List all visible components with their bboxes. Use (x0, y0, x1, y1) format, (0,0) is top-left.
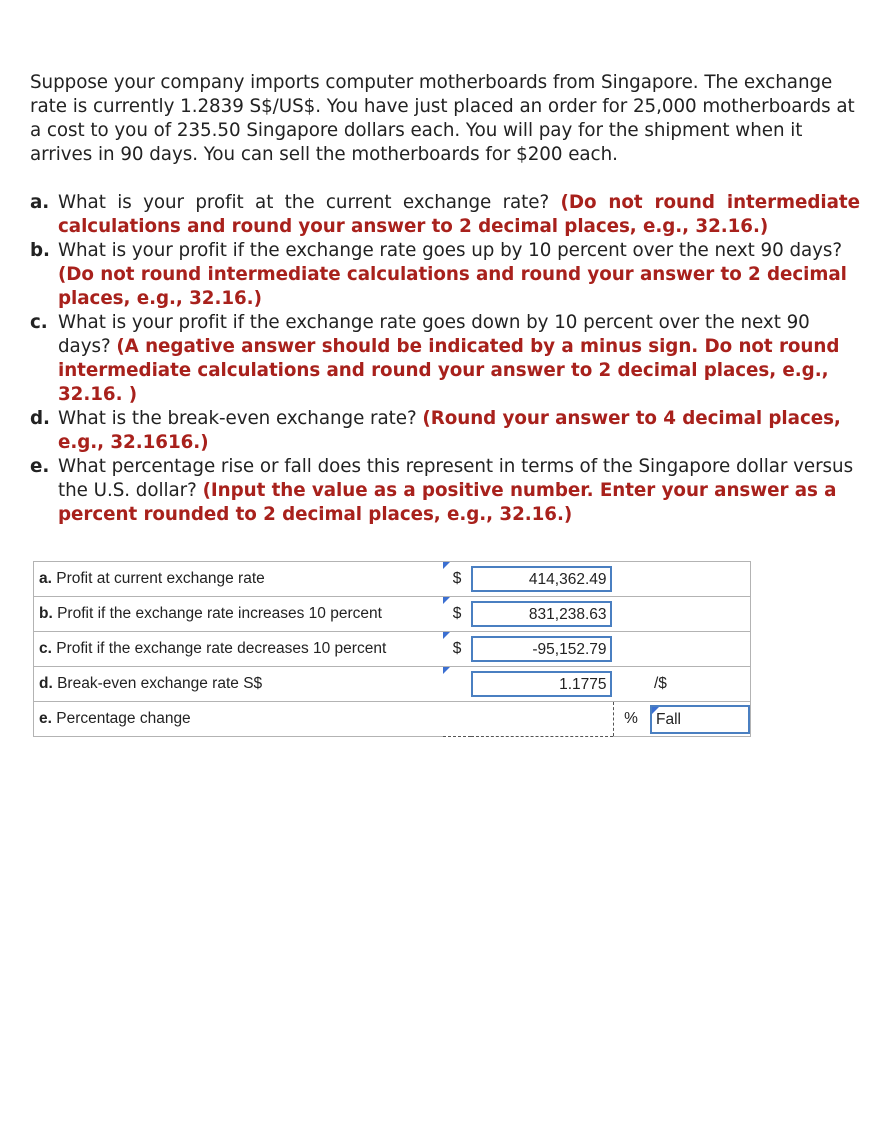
answer-row-b (34, 597, 751, 632)
question-e (30, 455, 860, 527)
question-note: (Do not round intermediate calculations and round your answer to 2 decimal places, e.g., 32.16.) (58, 192, 860, 237)
question-text: What is your profit at the current exchange rate? (58, 192, 561, 213)
break-even-rate-input[interactable]: 1.1775 (471, 671, 612, 697)
question-text: What is your profit if the exchange rate goes up by 10 percent over the next 90 days? (58, 240, 843, 261)
row-label: Percentage change (51, 710, 191, 727)
question-letter: a. (30, 192, 50, 213)
row-letter: c. (39, 640, 52, 657)
percent-symbol: % (624, 710, 638, 727)
currency-symbol: $ (452, 570, 462, 587)
question-c (30, 311, 860, 407)
answer-row-d (34, 667, 751, 702)
currency-symbol: $ (452, 640, 462, 657)
answer-row-c (34, 632, 751, 667)
question-a (30, 191, 860, 239)
question-letter: d. (30, 408, 50, 429)
direction-value: Fall (656, 710, 681, 728)
question-d (30, 407, 860, 455)
percentage-change-input[interactable] (471, 706, 611, 732)
currency-symbol: $ (452, 605, 462, 622)
profit-current-input[interactable]: 414,362.49 (471, 566, 612, 592)
row-label: Profit at current exchange rate (51, 570, 265, 587)
row-letter: b. (39, 605, 53, 622)
direction-select[interactable] (650, 705, 750, 734)
question-text: What is the break-even exchange rate? (58, 408, 423, 429)
question-note: (Round your answer to 4 decimal places, e.g., 32.1616.) (58, 408, 841, 453)
answer-row-a (34, 562, 751, 597)
row-label: Profit if the exchange rate decreases 10 percent (51, 640, 387, 657)
question-note: (A negative answer should be indicated by a minus sign. Do not round intermediate calculations and round your answer to 2 decimal places, e.g., 32.16. ) (58, 336, 840, 405)
row-label: Profit if the exchange rate increases 10 percent (52, 605, 382, 622)
profit-decrease-input[interactable]: -95,152.79 (471, 636, 612, 662)
problem-intro: Suppose your company imports computer motherboards from Singapore. The exchange rate is currently 1.2839 S$/US$. You have just placed an order for 25,000 motherboards at a cost to you of 235.50 Singapore dollars each. You will pay for the shipment when it arrives in 90 days. You can sell the motherboards for $200 each. (30, 72, 855, 165)
question-letter: c. (30, 312, 48, 333)
row-letter: e. (39, 710, 52, 727)
edit-flag-icon (652, 707, 659, 714)
question-note: (Input the value as a positive number. Enter your answer as a percent rounded to 2 decimal places, e.g., 32.16.) (58, 480, 837, 525)
edit-flag-icon (443, 562, 450, 569)
profit-increase-input[interactable]: 831,238.63 (471, 601, 612, 627)
answer-row-e (34, 702, 751, 737)
question-list (30, 191, 860, 527)
question-letter: b. (30, 240, 50, 261)
question-note: (Do not round intermediate calculations and round your answer to 2 decimal places, e.g., 32.16.) (58, 264, 847, 309)
row-letter: d. (39, 675, 53, 692)
edit-flag-icon (443, 597, 450, 604)
rate-unit: /$ (654, 675, 667, 692)
edit-flag-icon (443, 667, 450, 674)
row-label: Break-even exchange rate S$ (52, 675, 263, 692)
question-text: What is your profit if the exchange rate goes down by 10 percent over the next 90 days? (58, 312, 810, 357)
answer-table (33, 561, 751, 737)
question-b (30, 239, 860, 311)
row-letter: a. (39, 570, 52, 587)
question-letter: e. (30, 456, 50, 477)
question-text: What percentage rise or fall does this represent in terms of the Singapore dollar versus the U.S. dollar? (58, 456, 854, 501)
edit-flag-icon (443, 632, 450, 639)
